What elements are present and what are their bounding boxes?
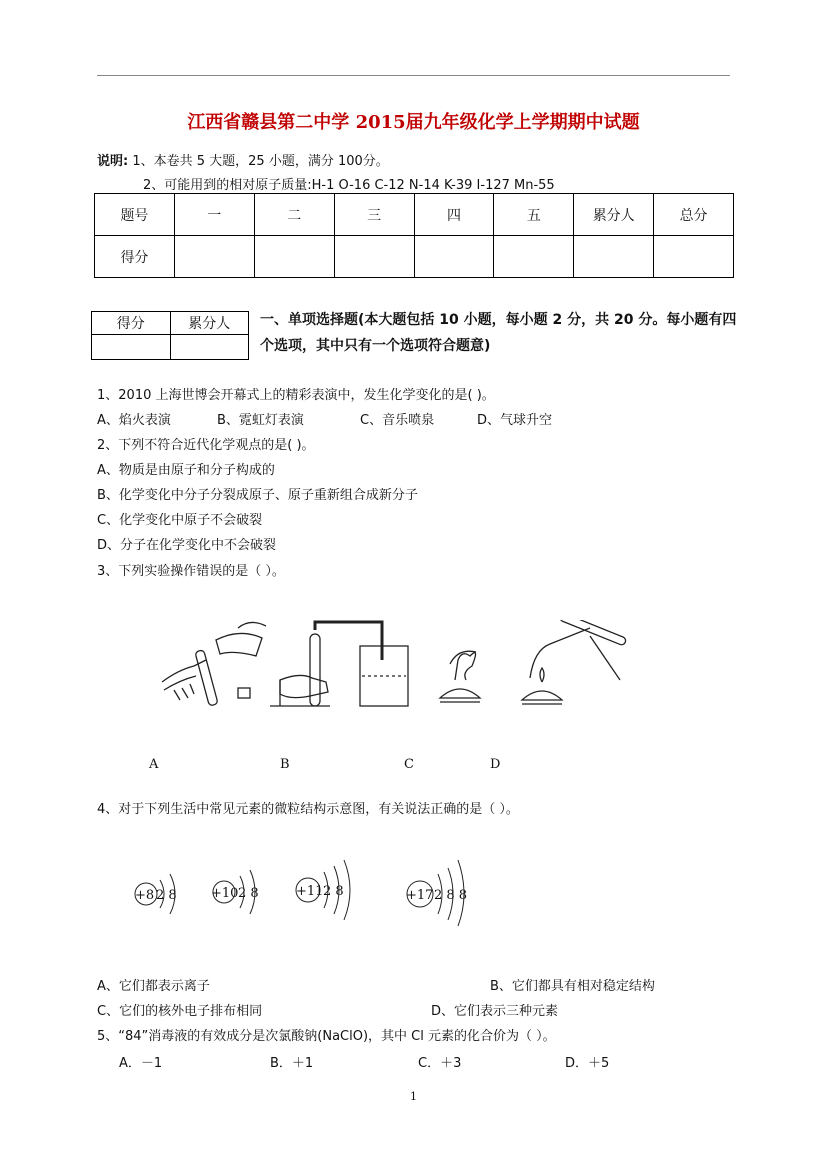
question-1-option-a: A、焰火表演: [97, 413, 171, 428]
atomic-structures-figure: [120, 850, 480, 930]
question-5-option-d: D．＋5: [565, 1056, 610, 1071]
score-header-cell: 三: [334, 194, 414, 236]
question-5: 5、“84”消毒液的有效成分是次氯酸钠(NaClO)，其中 Cl 元素的化合价为（ ）。: [97, 1029, 556, 1044]
score-cell: [494, 236, 574, 278]
question-1: 1、2010 上海世博会开幕式上的精彩表演中，发生化学变化的是( )。: [97, 388, 495, 403]
score-header-cell: 五: [494, 194, 574, 236]
question-5-option-a: A．－1: [119, 1056, 163, 1071]
page-number: 1: [410, 1090, 417, 1103]
score-cell: [654, 236, 734, 278]
question-4-option-c: C、它们的核外电子排布相同: [97, 1004, 263, 1019]
question-3: 3、下列实验操作错误的是（ ）。: [97, 564, 285, 579]
question-5-option-c: C．＋3: [418, 1056, 462, 1071]
gas-collection-illustration: [270, 622, 408, 706]
atom-diagram: [211, 870, 259, 914]
section-score-cell: [170, 335, 249, 360]
figure-label-b: B: [280, 757, 290, 772]
score-table: [94, 193, 734, 278]
score-header-cell: 一: [174, 194, 254, 236]
note-text-1: 1、本卷共 5 大题，25 小题，满分 100分。: [132, 154, 389, 169]
question-2-option-c: C、化学变化中原子不会破裂: [97, 513, 263, 528]
question-5-option-b: B．＋1: [270, 1056, 314, 1071]
score-cell: [414, 236, 494, 278]
question-2-option-a: A、物质是由原子和分子构成的: [97, 463, 275, 478]
atom-nucleus-label: +11: [296, 884, 324, 899]
score-cell: [574, 236, 654, 278]
score-header-cell: 题号: [95, 194, 175, 236]
atom-nucleus-label: +17: [406, 888, 434, 903]
score-table-score-row: [95, 236, 734, 278]
question-1-option-c: C、音乐喷泉: [360, 413, 435, 428]
score-row-label: 得分: [95, 236, 175, 278]
page-title: 江西省赣县第二中学 2015届九年级化学上学期期中试题: [187, 112, 640, 133]
atom-diagram: [296, 860, 350, 920]
score-header-cell: 二: [254, 194, 334, 236]
atom-electron-label: 2 8: [156, 888, 177, 903]
atom-diagram: [135, 874, 177, 914]
atom-diagram: [406, 860, 467, 926]
note-line-1: [97, 150, 389, 169]
score-cell: [174, 236, 254, 278]
section-score-header: 得分: [92, 312, 171, 335]
question-1-option-b: B、霓虹灯表演: [217, 413, 304, 428]
atom-nucleus-label: +8: [135, 888, 155, 903]
score-header-cell: 总分: [654, 194, 734, 236]
question-1-option-d: D、气球升空: [477, 413, 553, 428]
section-score-cell: [92, 335, 171, 360]
score-cell: [334, 236, 414, 278]
figure-label-d: D: [490, 757, 501, 772]
section-score-table: [91, 311, 249, 360]
note-label: 说明:: [97, 154, 129, 169]
score-cell: [254, 236, 334, 278]
note-line-2: 2、可能用到的相对原子质量:H-1 O-16 C-12 N-14 K-39 I-127 Mn-55: [143, 178, 555, 193]
question-2-option-b: B、化学变化中分子分裂成原子、原子重新组合成新分子: [97, 488, 418, 503]
score-table-header-row: [95, 194, 734, 236]
atom-electron-label: 2 8 8: [434, 888, 468, 903]
figure-label-a: A: [149, 757, 159, 772]
question-2-option-d: D、分子在化学变化中不会破裂: [97, 538, 277, 553]
alcohol-lamp-lighting-illustration: [440, 651, 480, 702]
lab-operations-figure: [150, 620, 640, 720]
score-header-cell: 四: [414, 194, 494, 236]
question-4-option-d: D、它们表示三种元素: [431, 1004, 559, 1019]
section-score-header: 累分人: [170, 312, 249, 335]
atom-electron-label: 2 8: [323, 884, 344, 899]
atom-electron-label: 2 8: [238, 886, 259, 901]
question-4-option-b: B、它们都具有相对稳定结构: [490, 979, 655, 994]
question-2: 2、下列不符合近代化学观点的是( )。: [97, 438, 315, 453]
header-rule: [97, 75, 730, 76]
score-header-cell: 累分人: [574, 194, 654, 236]
question-4: 4、对于下列生活中常见元素的微粒结构示意图，有关说法正确的是（ ）。: [97, 802, 519, 817]
pouring-liquid-illustration: [162, 622, 266, 706]
section-1-heading: 一、单项选择题(本大题包括 10 小题，每小题 2 分，共 20 分。每小题有四个选项，其中只有一个选项符合题意): [260, 312, 737, 354]
question-4-option-a: A、它们都表示离子: [97, 979, 210, 994]
heating-test-tube-illustration: [522, 620, 627, 704]
atom-nucleus-label: +10: [211, 886, 239, 901]
figure-label-c: C: [404, 757, 414, 772]
